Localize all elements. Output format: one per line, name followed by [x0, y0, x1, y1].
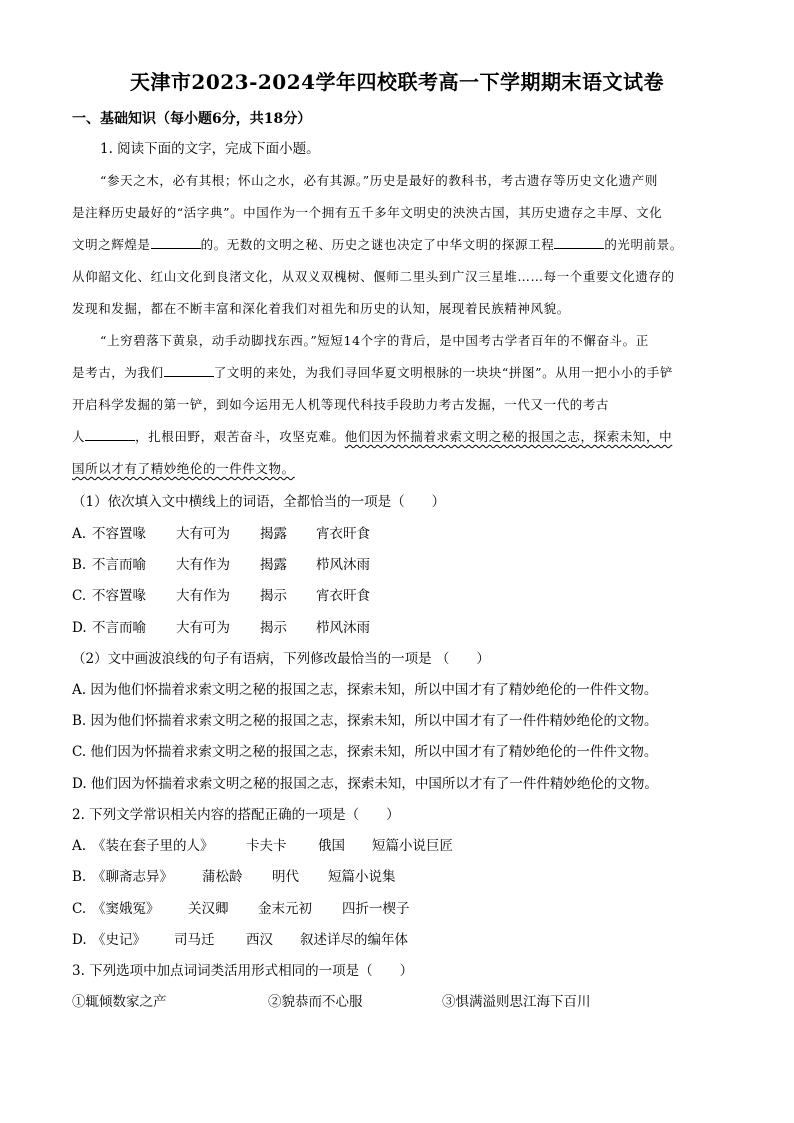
option-word: 揭示	[260, 588, 287, 604]
option-a[interactable]: A. 因为他们怀揣着求索文明之秘的报国之志，探索未知，所以中国才有了精妙绝伦的一件件文物。	[72, 682, 658, 698]
option-label: C.	[72, 901, 87, 917]
option-label: B.	[72, 869, 87, 885]
era: 明代	[272, 869, 299, 885]
wavy-underlined-sentence: 他们因为怀揣着求索文明之秘的报国之志，探索未知，中	[344, 429, 673, 444]
era: 俄国	[318, 838, 345, 854]
option-word: 揭露	[260, 526, 287, 542]
fill-blank[interactable]	[151, 236, 201, 249]
passage-text: ，扎根田野，艰苦奋斗，攻坚克难。	[135, 429, 345, 444]
genre: 叙述详尽的编年体	[300, 932, 408, 948]
q3-item-1: ①辄倾数家之产	[72, 994, 167, 1010]
work-title: 《史记》	[92, 932, 146, 948]
option-word: 大有作为	[176, 588, 230, 604]
question-1-stem: 1. 阅读下面的文字，完成下面小题。	[100, 141, 320, 157]
q3-item-3: ③惧满溢则思江海下百川	[442, 994, 591, 1010]
genre: 短篇小说集	[328, 869, 396, 885]
option-word: 揭示	[260, 620, 287, 636]
option-label: C.	[72, 588, 87, 604]
option-word: 大有可为	[176, 526, 230, 542]
option-word: 栉风沐雨	[316, 557, 370, 573]
option-label: A.	[72, 838, 87, 854]
work-title: 《聊斋志异》	[92, 869, 173, 885]
option-c[interactable]: C. 他们因为怀揣着求索文明之秘的报国之志，探索未知，所以中国才有了精妙绝伦的一件件文物。	[72, 744, 658, 760]
author: 卡夫卡	[246, 838, 287, 854]
fill-blank[interactable]	[554, 236, 604, 249]
option-word: 不言而喻	[92, 557, 146, 573]
option-label: B.	[72, 557, 87, 573]
passage-line	[72, 460, 295, 478]
work-title: 《窦娥冤》	[92, 901, 160, 917]
passage-line: 从仰韶文化、红山文化到良渚文化，从双义双槐树、偃师二里头到广汉三星堆……每一个重要文化遗存的	[72, 269, 675, 284]
passage-line: 开启科学发掘的第一铲，到如今运用无人机等现代科技手段助力考古发掘，一代又一代的考古	[72, 397, 610, 412]
author: 司马迁	[174, 932, 215, 948]
passage-text: 的。无数的文明之秘、历史之谜也决定了中华文明的探源工程	[200, 237, 555, 252]
passage-line: “上穷碧落下黄泉，动手动脚找东西。”短短14个字的背后，是中国考古学者百年的不懈奋斗。正	[100, 333, 649, 348]
genre: 四折一楔子	[342, 901, 410, 917]
wavy-underlined-sentence: 国所以才有了精妙绝伦的一件件文物。	[72, 461, 295, 476]
section-heading: 一、基础知识（每小题6分，共18分）	[72, 111, 312, 127]
passage-text: 人	[72, 429, 86, 444]
subquestion-2-stem: （2）文中画波浪线的句子有语病，下列修改最恰当的一项是 （ ）	[72, 651, 490, 667]
passage-text: 是考古，为我们	[72, 365, 164, 380]
option-word: 不容置喙	[92, 526, 146, 542]
passage-line: 是注释历史最好的“活字典”。中国作为一个拥有五千多年文明史的泱泱古国，其历史遗存之丰厚、文化	[72, 205, 663, 220]
question-2-stem: 2. 下列文学常识相关内容的搭配正确的一项是（ ）	[72, 807, 400, 823]
option-word: 不言而喻	[92, 620, 146, 636]
option-word: 宵衣旰食	[316, 588, 370, 604]
option-d[interactable]: D. 他们因为怀揣着求索文明之秘的报国之志，探索未知，中国所以才有了一件件精妙绝伦的文物。	[72, 776, 658, 792]
author: 关汉卿	[188, 901, 229, 917]
era: 金末元初	[258, 901, 312, 917]
author: 蒲松龄	[202, 869, 243, 885]
option-word: 大有可为	[176, 620, 230, 636]
option-label: A.	[72, 526, 87, 542]
option-word: 揭露	[260, 557, 287, 573]
option-label: D.	[72, 620, 87, 636]
passage-text: 了文明的来处，为我们寻回华夏文明根脉的一块块“拼图”。从用一把小小的手铲	[213, 365, 674, 380]
q3-item-2: ②貌恭而不心服	[268, 994, 363, 1010]
passage-line	[72, 236, 683, 254]
passage-text: 的光明前景。	[604, 237, 683, 252]
option-b[interactable]: B. 因为他们怀揣着求索文明之秘的报国之志，探索未知，所以中国才有了一件件精妙绝伦的文物。	[72, 713, 658, 729]
fill-blank[interactable]	[164, 364, 214, 377]
question-3-stem: 3. 下列选项中加点词词类活用形式相同的一项是（ ）	[72, 963, 414, 979]
genre: 短篇小说巨匠	[372, 838, 453, 854]
option-word: 不容置喙	[92, 588, 146, 604]
era: 西汉	[246, 932, 273, 948]
passage-line: “参天之木，必有其根；怀山之水，必有其源。”历史是最好的教科书，考古遗存等历史文化遗产则	[100, 173, 658, 188]
subquestion-1-stem: （1）依次填入文中横线上的词语，全都恰当的一项是（ ）	[72, 494, 446, 510]
work-title: 《装在套子里的人》	[92, 838, 214, 854]
passage-line	[72, 364, 673, 382]
option-word: 栉风沐雨	[316, 620, 370, 636]
fill-blank[interactable]	[85, 428, 135, 441]
option-word: 宵衣旰食	[316, 526, 370, 542]
page-title: 天津市2023-2024学年四校联考高一下学期期末语文试卷	[129, 70, 665, 94]
passage-line: 发现和发掘，都在不断丰富和深化着我们对祖先和历史的认知，展现着民族精神风貌。	[72, 301, 570, 316]
option-label: D.	[72, 932, 87, 948]
option-word: 大有作为	[176, 557, 230, 573]
passage-text: 文明之辉煌是	[72, 237, 151, 252]
passage-line	[72, 428, 672, 446]
